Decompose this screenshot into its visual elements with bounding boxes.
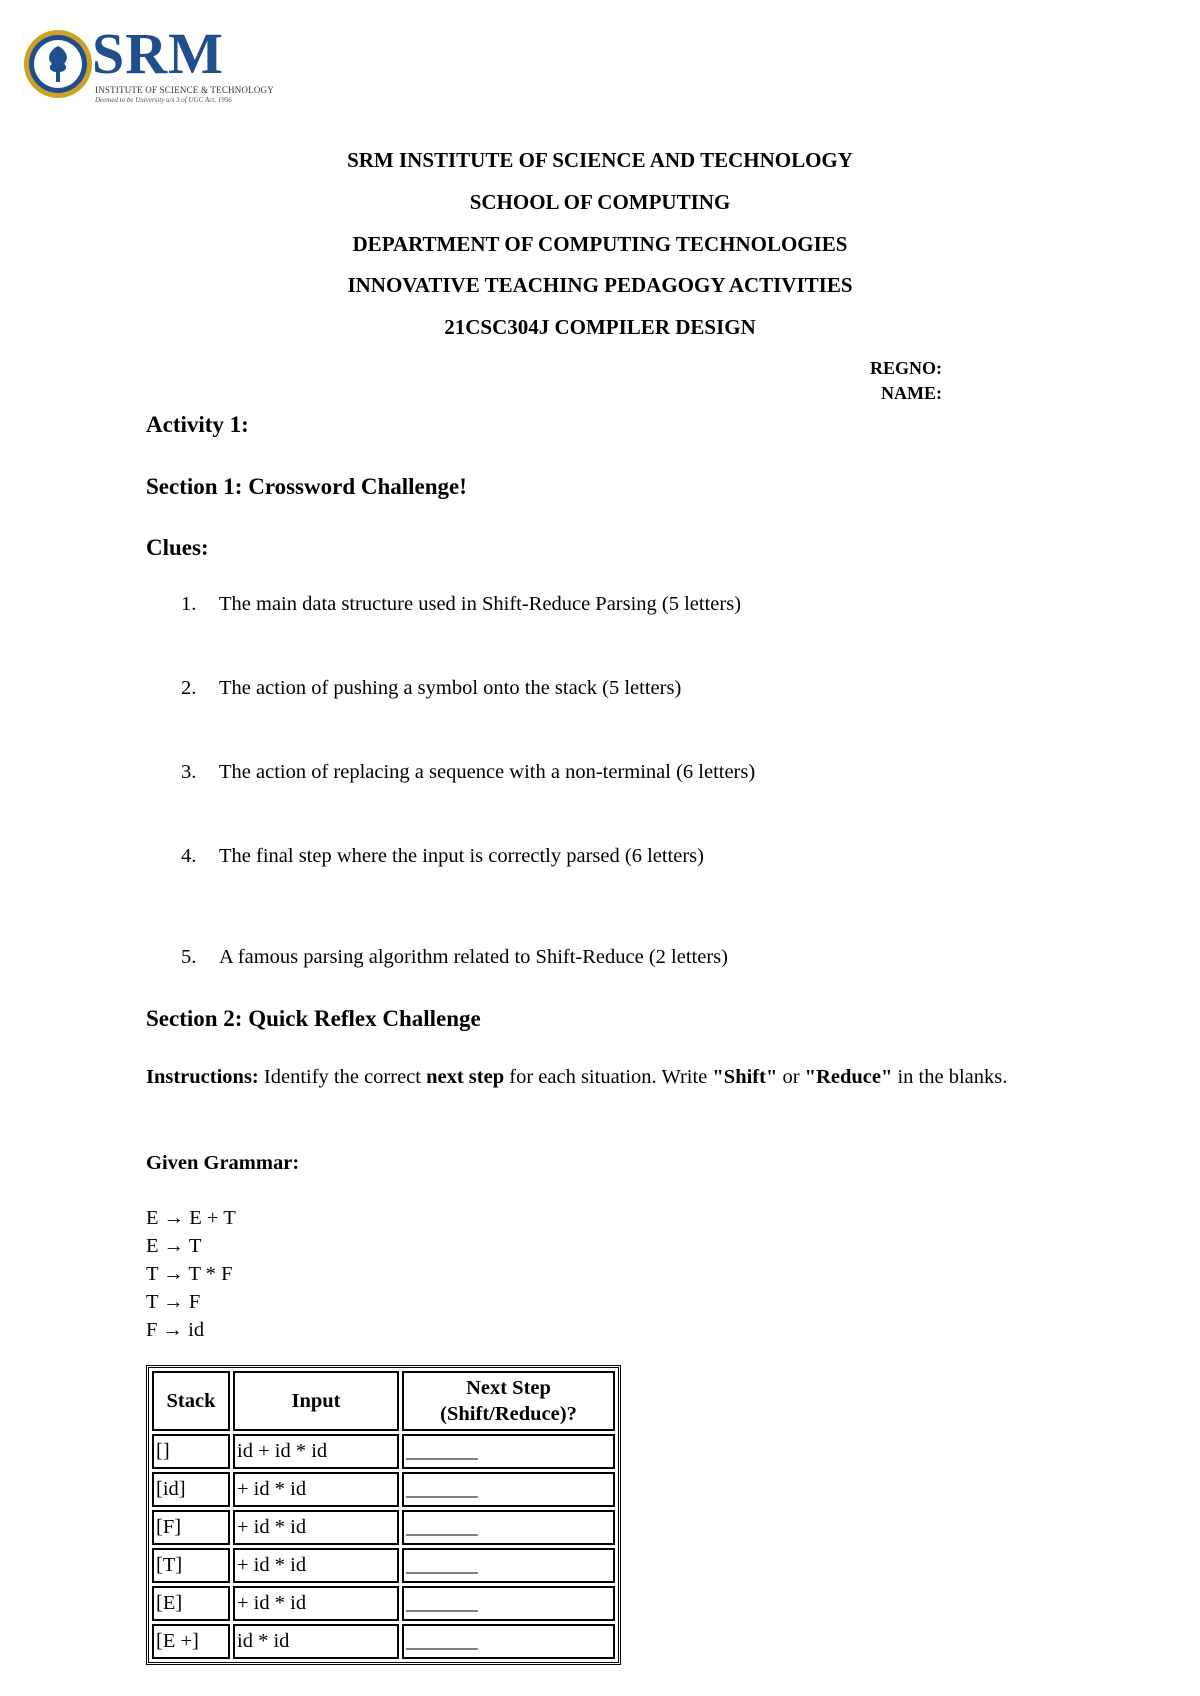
clue-item <box>181 845 704 868</box>
department-name: DEPARTMENT OF COMPUTING TECHNOLOGIES <box>352 232 848 256</box>
clue-text: The final step where the input is correctly parsed (6 letters) <box>219 845 704 867</box>
table-row <box>152 1548 615 1583</box>
column-header-input: Input <box>233 1371 399 1431</box>
clue-text: A famous parsing algorithm related to Shift-Reduce (2 letters) <box>219 946 728 968</box>
input-cell: + id * id <box>233 1586 399 1621</box>
stack-cell: [E] <box>152 1586 230 1621</box>
logo-subtitle: INSTITUTE OF SCIENCE & TECHNOLOGY <box>95 85 274 95</box>
instructions-emphasis: next step <box>426 1066 505 1088</box>
input-cell: + id * id <box>233 1548 399 1583</box>
stack-cell: [id] <box>152 1472 230 1507</box>
grammar-rule: F → id <box>146 1319 205 1341</box>
clue-item <box>181 761 755 784</box>
grammar-rule: E → E + T <box>146 1207 236 1229</box>
clue-item <box>181 593 741 616</box>
clue-text: The action of replacing a sequence with a non-terminal (6 letters) <box>219 761 756 783</box>
school-name: SCHOOL OF COMPUTING <box>469 190 731 214</box>
stack-cell: [T] <box>152 1548 230 1583</box>
activity-title: Activity 1: <box>146 412 249 437</box>
column-header-next-step: Next Step (Shift/Reduce)? <box>402 1371 615 1431</box>
table-header-row <box>152 1371 615 1431</box>
clue-item <box>181 946 728 969</box>
clue-text: The main data structure used in Shift-Reduce Parsing (5 letters) <box>219 593 742 615</box>
input-cell: + id * id <box>233 1472 399 1507</box>
table-row <box>152 1510 615 1545</box>
next-step-blank[interactable]: _______ <box>402 1434 615 1469</box>
instructions-text: or <box>777 1066 805 1088</box>
stack-cell: [E +] <box>152 1624 230 1659</box>
next-step-blank[interactable]: _______ <box>402 1624 615 1659</box>
activity-type: INNOVATIVE TEACHING PEDAGOGY ACTIVITIES <box>347 273 853 297</box>
clue-number: 1. <box>181 593 197 615</box>
srm-seal-icon <box>22 28 94 100</box>
instructions-emphasis: "Reduce" <box>804 1066 893 1088</box>
next-step-blank[interactable]: _______ <box>402 1472 615 1507</box>
institute-name: SRM INSTITUTE OF SCIENCE AND TECHNOLOGY <box>347 148 853 172</box>
column-header-stack: Stack <box>152 1371 230 1431</box>
input-cell: + id * id <box>233 1510 399 1545</box>
logo-brand: SRM <box>92 21 224 86</box>
clue-number: 4. <box>181 845 197 867</box>
instructions-text: for each situation. Write <box>504 1066 713 1088</box>
table-row <box>152 1624 615 1659</box>
next-step-blank[interactable]: _______ <box>402 1510 615 1545</box>
regno-label: REGNO: <box>870 358 942 378</box>
section2-title: Section 2: Quick Reflex Challenge <box>146 1006 481 1031</box>
table-row <box>152 1472 615 1507</box>
instructions <box>146 1063 1066 1091</box>
next-step-blank[interactable]: _______ <box>402 1586 615 1621</box>
table-row <box>152 1586 615 1621</box>
stack-cell: [] <box>152 1434 230 1469</box>
clue-item <box>181 677 681 700</box>
instructions-label: Instructions: <box>146 1066 259 1088</box>
srm-logo <box>22 21 274 104</box>
stack-cell: [F] <box>152 1510 230 1545</box>
clue-number: 3. <box>181 761 197 783</box>
grammar-rules <box>146 1204 236 1344</box>
table-row <box>152 1434 615 1469</box>
clue-number: 5. <box>181 946 197 968</box>
course-title: 21CSC304J COMPILER DESIGN <box>444 315 756 339</box>
grammar-rule: T → T * F <box>146 1263 233 1285</box>
name-label: NAME: <box>881 383 942 403</box>
input-cell: id * id <box>233 1624 399 1659</box>
clue-number: 2. <box>181 677 197 699</box>
clues-heading: Clues: <box>146 535 209 560</box>
grammar-heading: Given Grammar: <box>146 1152 300 1174</box>
instructions-text: Identify the correct <box>258 1066 427 1088</box>
instructions-text: in the blanks. <box>892 1066 1008 1088</box>
instructions-emphasis: "Shift" <box>712 1066 778 1088</box>
input-cell: id + id * id <box>233 1434 399 1469</box>
clue-text: The action of pushing a symbol onto the stack (5 letters) <box>219 677 682 699</box>
grammar-rule: T → F <box>146 1291 201 1313</box>
parse-table <box>146 1365 621 1665</box>
section1-title: Section 1: Crossword Challenge! <box>146 474 467 499</box>
grammar-rule: E → T <box>146 1235 202 1257</box>
next-step-blank[interactable]: _______ <box>402 1548 615 1583</box>
logo-tagline: Deemed to be University u/s 3 of UGC Act, 1956 <box>95 96 232 104</box>
